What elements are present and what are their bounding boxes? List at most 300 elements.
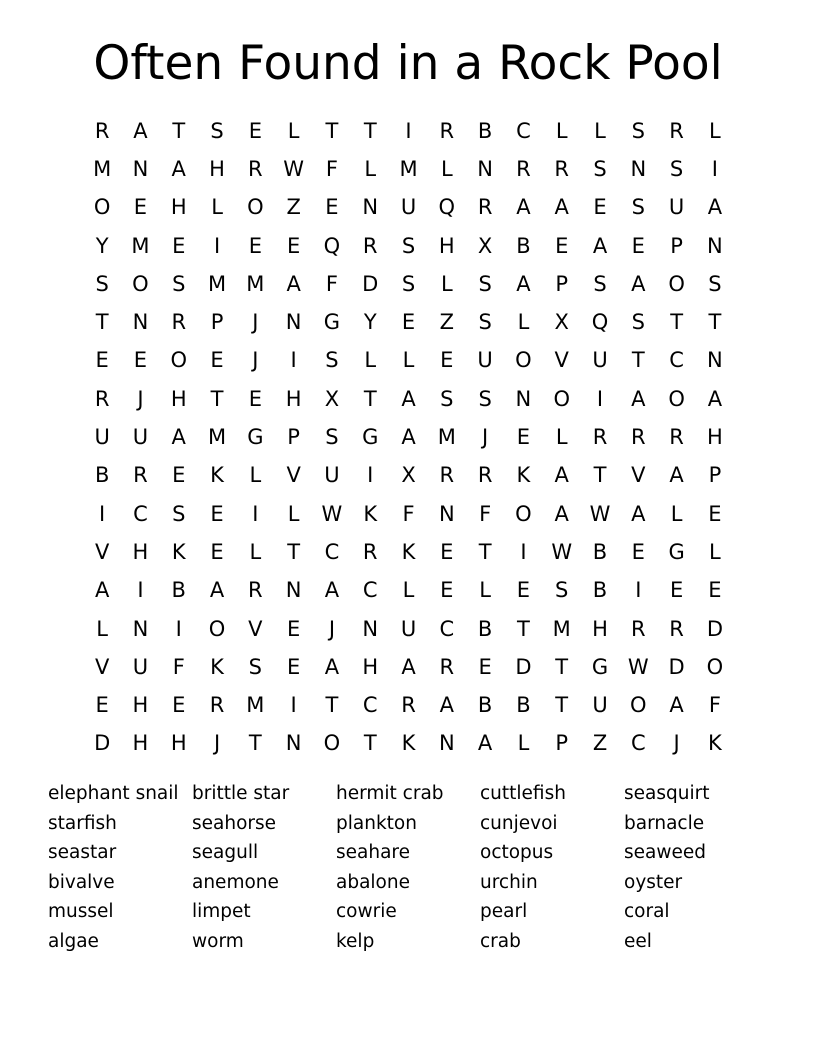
grid-letter: H xyxy=(438,233,455,258)
grid-letter: T xyxy=(210,386,224,411)
grid-letter: E xyxy=(516,578,531,603)
grid-letter: V xyxy=(286,463,301,488)
grid-letter: C xyxy=(324,539,340,564)
grid-letter: N xyxy=(515,386,532,411)
grid-letter: E xyxy=(708,501,722,526)
grid-letter: L xyxy=(670,501,683,526)
grid-letter: A xyxy=(631,271,646,296)
grid-letter: R xyxy=(631,616,646,641)
grid-letter: L xyxy=(287,501,300,526)
grid-letter: L xyxy=(517,310,530,335)
grid-letter: P xyxy=(210,310,224,335)
grid-letter: D xyxy=(362,271,379,296)
grid-letter: L xyxy=(709,118,721,143)
grid-letter: N xyxy=(362,195,379,220)
grid-letter: I xyxy=(711,156,718,181)
grid-letter: A xyxy=(324,654,340,679)
grid-letter: N xyxy=(362,616,379,641)
grid-letter: S xyxy=(708,271,722,296)
grid-letter: A xyxy=(324,578,340,603)
grid-letter: L xyxy=(555,118,568,143)
grid-letter: L xyxy=(440,156,453,181)
grid-letter: I xyxy=(367,463,374,488)
grid-letter: S xyxy=(478,310,492,335)
grid-letter: K xyxy=(210,654,224,679)
grid-letter: E xyxy=(172,463,186,488)
grid-letter: H xyxy=(285,386,302,411)
grid-letter: S xyxy=(248,654,262,679)
grid-letter: T xyxy=(363,731,377,756)
grid-letter: O xyxy=(706,654,724,679)
grid-letter: H xyxy=(707,425,723,450)
grid-letter: D xyxy=(94,731,111,756)
grid-letter: J xyxy=(328,616,336,641)
grid-letter: N xyxy=(707,348,723,373)
grid-letter: B xyxy=(516,233,531,258)
grid-letter: D xyxy=(515,654,532,679)
grid-letter: A xyxy=(401,654,416,679)
grid-letter: R xyxy=(554,156,569,181)
grid-letter: J xyxy=(482,425,489,450)
grid-letter: E xyxy=(210,539,224,564)
grid-letter: K xyxy=(708,731,722,756)
grid-letter: S xyxy=(172,501,186,526)
grid-letter: S xyxy=(478,271,492,296)
grid-letter: A xyxy=(631,501,646,526)
grid-letter: G xyxy=(247,425,264,450)
grid-letter: L xyxy=(555,425,568,450)
grid-letter: E xyxy=(440,578,454,603)
grid-letter: U xyxy=(477,348,493,373)
grid-letter: J xyxy=(252,348,259,373)
grid-letter: X xyxy=(324,386,340,411)
grid-letter: M xyxy=(207,425,227,450)
grid-letter: T xyxy=(555,693,569,718)
grid-letter: A xyxy=(707,195,723,220)
page-title: Often Found in a Rock Pool xyxy=(93,36,723,91)
grid-letter: T xyxy=(708,310,722,335)
word-list-item: seahare xyxy=(336,842,410,864)
grid-letter: E xyxy=(401,310,416,335)
word-list-item: seagull xyxy=(192,842,259,864)
grid-letter: N xyxy=(630,156,647,181)
grid-letter: L xyxy=(96,616,108,641)
letter-grid xyxy=(83,112,734,763)
grid-letter: C xyxy=(362,693,378,718)
grid-letter: N xyxy=(707,233,723,258)
grid-letter: C xyxy=(516,118,531,143)
grid-letter: S xyxy=(95,271,109,296)
grid-letter: S xyxy=(593,156,607,181)
grid-letter: E xyxy=(631,233,645,258)
grid-letter: A xyxy=(94,578,110,603)
grid-letter: V xyxy=(94,654,110,679)
grid-letter: O xyxy=(208,616,226,641)
grid-letter: R xyxy=(248,578,263,603)
grid-letter: W xyxy=(321,501,343,526)
grid-letter: M xyxy=(207,271,227,296)
grid-letter: C xyxy=(630,731,646,756)
word-list-item: brittle star xyxy=(192,783,290,804)
grid-letter: E xyxy=(708,578,722,603)
grid-letter: I xyxy=(290,348,297,373)
grid-letter: X xyxy=(401,463,416,488)
grid-letter: F xyxy=(708,693,721,718)
grid-letter: S xyxy=(325,348,339,373)
grid-letter: Z xyxy=(592,731,608,756)
grid-letter: R xyxy=(439,654,455,679)
word-list-item: seasquirt xyxy=(624,783,710,804)
word-list-item: elephant snail xyxy=(48,783,179,804)
grid-letter: B xyxy=(592,578,608,603)
grid-letter: N xyxy=(438,731,455,756)
grid-letter: Q xyxy=(323,233,341,258)
grid-letter: U xyxy=(132,425,149,450)
grid-letter: I xyxy=(290,693,297,718)
grid-letter: I xyxy=(405,118,412,143)
word-list-item: seastar xyxy=(48,842,117,864)
grid-letter: W xyxy=(551,539,573,564)
grid-letter: A xyxy=(554,501,569,526)
grid-letter: R xyxy=(209,693,225,718)
grid-letter: R xyxy=(362,233,378,258)
word-list-item: crab xyxy=(480,930,521,952)
grid-letter: P xyxy=(555,731,569,756)
grid-letter: A xyxy=(209,578,225,603)
grid-letter: H xyxy=(170,731,187,756)
grid-letter: L xyxy=(402,578,415,603)
grid-letter: H xyxy=(170,195,187,220)
grid-letter: A xyxy=(516,195,531,220)
grid-letter: R xyxy=(631,425,646,450)
grid-letter: T xyxy=(325,118,339,143)
grid-letter: T xyxy=(248,731,262,756)
grid-letter: E xyxy=(631,539,645,564)
grid-letter: S xyxy=(210,118,224,143)
grid-letter: R xyxy=(439,463,455,488)
grid-letter: P xyxy=(555,271,569,296)
grid-letter: M xyxy=(93,156,112,181)
grid-letter: S xyxy=(325,425,339,450)
grid-letter: T xyxy=(95,310,109,335)
grid-letter: K xyxy=(401,539,416,564)
grid-letter: U xyxy=(668,195,685,220)
grid-letter: A xyxy=(669,463,684,488)
grid-letter: C xyxy=(133,501,148,526)
grid-letter: N xyxy=(132,156,149,181)
grid-letter: S xyxy=(401,271,416,296)
grid-letter: N xyxy=(132,310,149,335)
grid-letter: M xyxy=(399,156,418,181)
grid-letter: I xyxy=(213,233,221,258)
grid-letter: B xyxy=(516,693,531,718)
grid-letter: D xyxy=(668,654,685,679)
grid-letter: E xyxy=(286,654,301,679)
grid-letter: A xyxy=(171,156,186,181)
grid-letter: N xyxy=(132,616,149,641)
grid-letter: E xyxy=(593,195,607,220)
grid-letter: B xyxy=(477,693,493,718)
grid-letter: R xyxy=(133,463,148,488)
grid-letter: A xyxy=(516,271,531,296)
grid-letter: G xyxy=(362,425,379,450)
grid-letter: A xyxy=(554,463,569,488)
grid-letter: A xyxy=(439,693,454,718)
grid-letter: E xyxy=(210,348,224,373)
grid-letter: A xyxy=(286,271,301,296)
grid-letter: O xyxy=(553,386,570,411)
grid-letter: K xyxy=(171,539,186,564)
grid-letter: T xyxy=(631,348,645,373)
grid-letter: S xyxy=(478,386,492,411)
word-list-item: seahorse xyxy=(192,812,277,834)
grid-letter: F xyxy=(172,654,185,679)
word-list-item: seaweed xyxy=(624,842,706,864)
grid-letter: Z xyxy=(286,195,301,220)
grid-letter: T xyxy=(287,539,301,564)
grid-letter: A xyxy=(592,233,608,258)
grid-letter: B xyxy=(94,463,110,488)
grid-letter: V xyxy=(94,539,110,564)
grid-letter: K xyxy=(516,463,531,488)
grid-letter: I xyxy=(252,501,259,526)
word-list-item: coral xyxy=(624,901,670,923)
grid-letter: W xyxy=(589,501,611,526)
grid-letter: N xyxy=(438,501,455,526)
grid-letter: A xyxy=(133,118,148,143)
grid-letter: N xyxy=(285,310,302,335)
grid-letter: R xyxy=(477,463,493,488)
grid-letter: O xyxy=(630,693,647,718)
word-list-item: starfish xyxy=(48,812,117,834)
grid-letter: K xyxy=(363,501,378,526)
word-list-item: cowrie xyxy=(336,901,397,923)
grid-letter: J xyxy=(213,731,221,756)
grid-letter: J xyxy=(252,310,259,335)
grid-letter: C xyxy=(362,578,378,603)
grid-letter: E xyxy=(248,233,262,258)
grid-letter: H xyxy=(170,386,187,411)
grid-letter: R xyxy=(669,616,684,641)
grid-letter: R xyxy=(362,539,378,564)
grid-letter: R xyxy=(477,195,493,220)
grid-letter: R xyxy=(171,310,187,335)
grid-letter: F xyxy=(325,271,338,296)
grid-letter: A xyxy=(401,386,416,411)
grid-letter: Q xyxy=(591,310,609,335)
grid-letter: R xyxy=(669,118,684,143)
grid-letter: E xyxy=(133,195,148,220)
word-list-item: bivalve xyxy=(48,871,115,893)
grid-letter: H xyxy=(209,156,225,181)
grid-letter: K xyxy=(401,731,416,756)
grid-letter: R xyxy=(516,156,531,181)
grid-letter: E xyxy=(172,233,186,258)
grid-letter: O xyxy=(515,348,532,373)
grid-letter: O xyxy=(93,195,111,220)
grid-letter: I xyxy=(596,386,604,411)
word-list-item: limpet xyxy=(192,901,251,923)
grid-letter: A xyxy=(171,425,186,450)
grid-letter: R xyxy=(248,156,263,181)
grid-letter: L xyxy=(440,271,453,296)
word-list-item: abalone xyxy=(336,871,410,893)
grid-letter: F xyxy=(479,501,492,526)
grid-letter: M xyxy=(552,616,571,641)
grid-letter: S xyxy=(593,271,607,296)
grid-letter: T xyxy=(478,539,492,564)
grid-letter: O xyxy=(132,271,149,296)
grid-letter: K xyxy=(210,463,224,488)
grid-letter: V xyxy=(554,348,569,373)
grid-letter: O xyxy=(170,348,187,373)
grid-letter: E xyxy=(172,693,186,718)
grid-letter: Q xyxy=(438,195,456,220)
grid-letter: I xyxy=(175,616,182,641)
grid-letter: U xyxy=(592,348,608,373)
grid-letter: W xyxy=(627,654,649,679)
grid-letter: P xyxy=(287,425,300,450)
grid-letter: L xyxy=(709,539,721,564)
word-list-item: anemone xyxy=(192,871,279,893)
grid-letter: E xyxy=(286,233,301,258)
grid-letter: P xyxy=(708,463,722,488)
grid-letter: I xyxy=(99,501,106,526)
grid-letter: P xyxy=(670,233,683,258)
word-list-item: plankton xyxy=(336,812,417,834)
word-list-item: urchin xyxy=(480,871,538,893)
grid-letter: R xyxy=(439,118,455,143)
grid-letter: Z xyxy=(439,310,455,335)
grid-letter: O xyxy=(323,731,341,756)
word-list xyxy=(48,779,788,957)
word-list-item: barnacle xyxy=(624,812,705,834)
grid-letter: I xyxy=(520,539,527,564)
grid-letter: L xyxy=(249,539,262,564)
grid-letter: E xyxy=(440,348,454,373)
grid-letter: B xyxy=(171,578,186,603)
grid-letter: Y xyxy=(363,310,377,335)
grid-letter: U xyxy=(132,654,149,679)
grid-letter: A xyxy=(401,425,416,450)
grid-letter: E xyxy=(95,693,109,718)
grid-letter: I xyxy=(137,578,144,603)
grid-letter: R xyxy=(401,693,416,718)
grid-letter: A xyxy=(669,693,684,718)
grid-letter: F xyxy=(402,501,415,526)
grid-letter: E xyxy=(440,539,454,564)
grid-letter: H xyxy=(132,731,149,756)
grid-letter: L xyxy=(364,156,377,181)
grid-letter: A xyxy=(707,386,723,411)
grid-letter: E xyxy=(248,386,262,411)
grid-letter: G xyxy=(591,654,609,679)
grid-letter: E xyxy=(95,348,109,373)
grid-letter: V xyxy=(248,616,263,641)
grid-letter: S xyxy=(631,195,645,220)
grid-letter: S xyxy=(440,386,454,411)
word-list-item: cuttlefish xyxy=(480,783,566,804)
grid-letter: M xyxy=(437,425,456,450)
grid-letter: L xyxy=(287,118,300,143)
grid-letter: L xyxy=(211,195,223,220)
grid-letter: S xyxy=(555,578,569,603)
grid-letter: O xyxy=(247,195,264,220)
grid-letter: T xyxy=(363,118,377,143)
grid-letter: L xyxy=(594,118,606,143)
grid-letter: Y xyxy=(95,233,109,258)
grid-letter: G xyxy=(668,539,685,564)
grid-letter: O xyxy=(668,386,685,411)
grid-letter: L xyxy=(402,348,415,373)
grid-letter: M xyxy=(246,271,265,296)
grid-letter: X xyxy=(477,233,493,258)
grid-letter: E xyxy=(516,425,531,450)
word-list-item: eel xyxy=(624,930,652,952)
grid-letter: H xyxy=(132,693,149,718)
grid-letter: S xyxy=(669,156,684,181)
grid-letter: I xyxy=(635,578,642,603)
grid-letter: E xyxy=(133,348,148,373)
grid-letter: U xyxy=(324,463,340,488)
grid-letter: T xyxy=(517,616,530,641)
grid-letter: T xyxy=(363,386,377,411)
grid-letter: E xyxy=(555,233,569,258)
word-list-item: algae xyxy=(48,930,99,952)
grid-letter: L xyxy=(249,463,262,488)
grid-letter: E xyxy=(325,195,339,220)
grid-letter: C xyxy=(669,348,684,373)
grid-letter: A xyxy=(477,731,493,756)
grid-letter: B xyxy=(477,616,493,641)
grid-letter: L xyxy=(479,578,491,603)
grid-letter: E xyxy=(286,616,301,641)
grid-letter: S xyxy=(401,233,416,258)
grid-letter: C xyxy=(439,616,455,641)
grid-letter: V xyxy=(631,463,646,488)
grid-letter: O xyxy=(515,501,532,526)
grid-letter: E xyxy=(669,578,684,603)
grid-letter: L xyxy=(517,731,530,756)
grid-letter: S xyxy=(631,310,645,335)
grid-letter: N xyxy=(285,578,302,603)
grid-letter: D xyxy=(706,616,723,641)
word-list-item: oyster xyxy=(624,871,683,893)
grid-letter: R xyxy=(592,425,608,450)
grid-letter: X xyxy=(554,310,569,335)
grid-letter: U xyxy=(592,693,608,718)
grid-letter: R xyxy=(669,425,684,450)
grid-letter: H xyxy=(132,539,149,564)
grid-letter: M xyxy=(131,233,150,258)
grid-letter: N xyxy=(477,156,493,181)
grid-letter: L xyxy=(364,348,377,373)
grid-letter: E xyxy=(210,501,224,526)
grid-letter: O xyxy=(668,271,685,296)
word-list-item: cunjevoi xyxy=(480,812,558,834)
grid-letter: B xyxy=(592,539,608,564)
grid-letter: A xyxy=(554,195,569,220)
grid-letter: T xyxy=(555,654,569,679)
grid-letter: E xyxy=(248,118,262,143)
grid-letter: T xyxy=(593,463,607,488)
word-list-item: hermit crab xyxy=(336,783,444,804)
word-list-item: mussel xyxy=(48,901,114,923)
grid-letter: U xyxy=(400,195,417,220)
grid-letter: W xyxy=(283,156,305,181)
word-list-item: kelp xyxy=(336,930,375,952)
grid-letter: M xyxy=(246,693,265,718)
